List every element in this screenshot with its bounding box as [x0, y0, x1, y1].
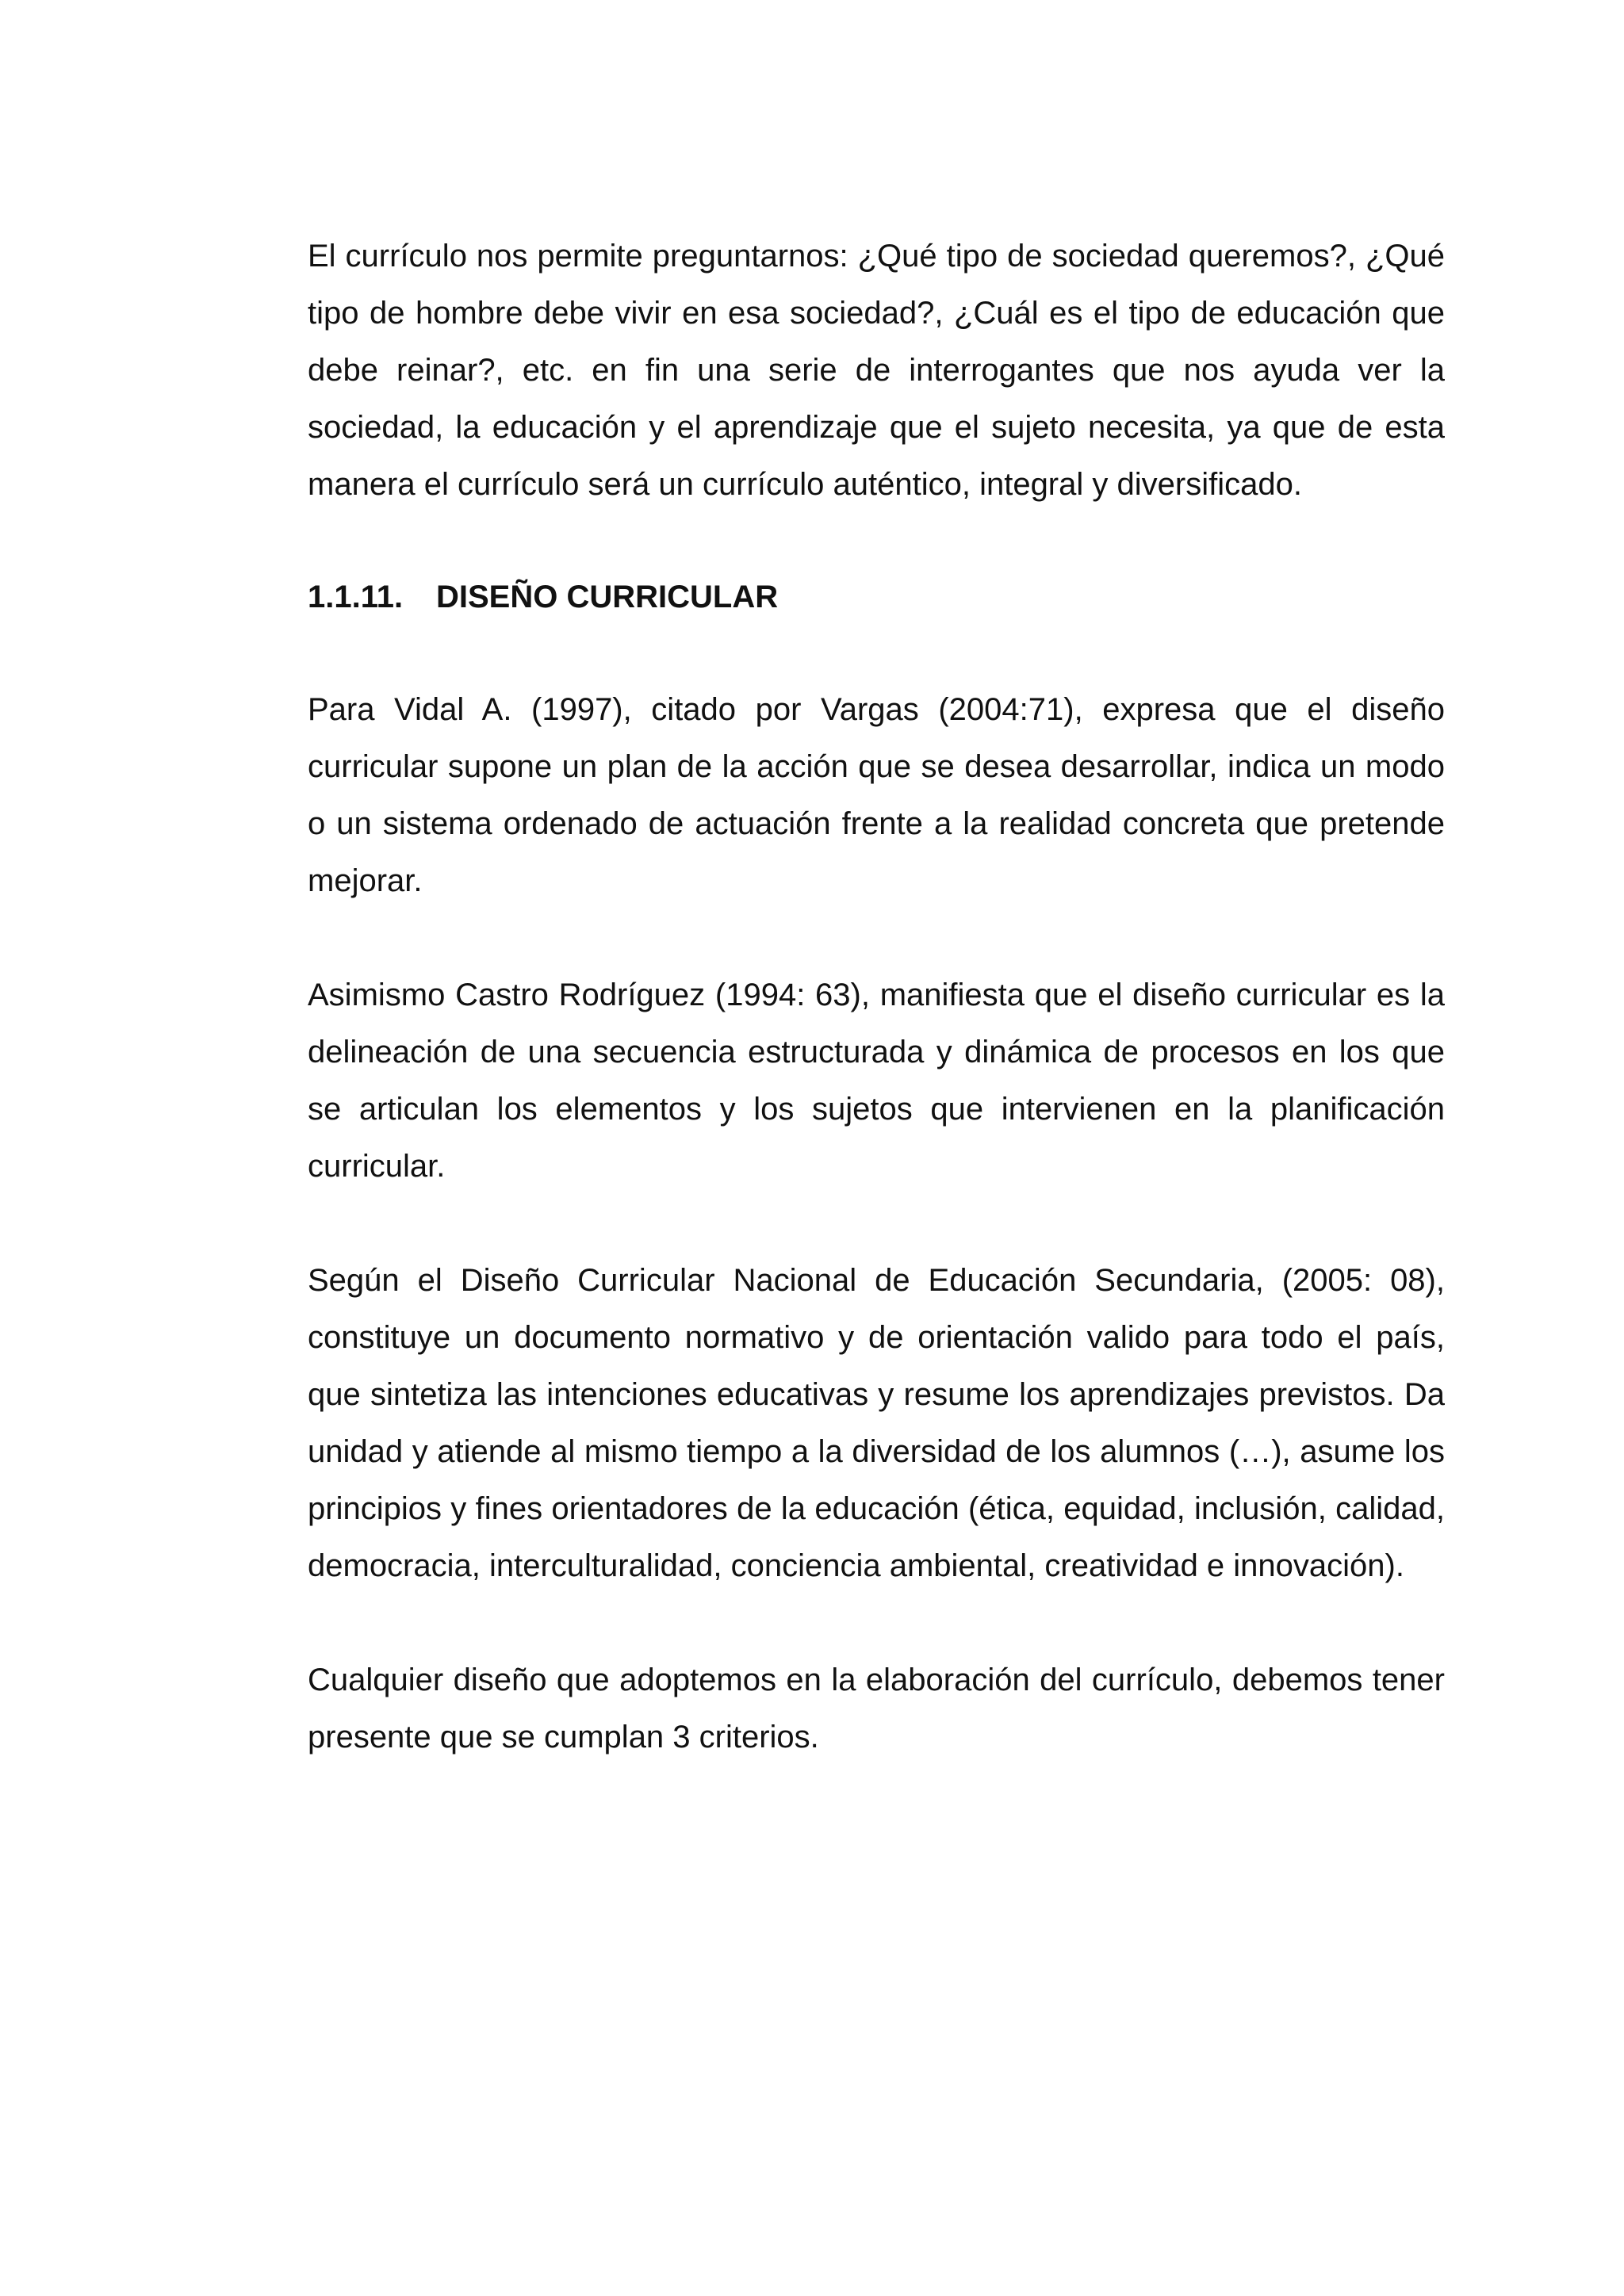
section-title: DISEÑO CURRICULAR [436, 580, 779, 614]
paragraph-vidal: Para Vidal A. (1997), citado por Vargas (2004:71), expresa que el diseño curricular supone un plan de la acción que se desea desarrollar, indica un modo o un sistema ordenado de actuación frente a la realidad concreta que pretende mejorar. [308, 692, 1445, 898]
paragraph-curriculo-preguntas: El currículo nos permite preguntarnos: ¿Qué tipo de sociedad queremos?, ¿Qué tipo de hombre debe vivir en esa sociedad?, ¿Cuál es el tipo de educación que debe reinar?, etc. en fin una serie de interrogantes que nos ayuda ver la sociedad, la educación y el aprendizaje que el sujeto necesita, ya que de esta manera el currículo será un currículo auténtico, integral y diversificado. [308, 239, 1445, 502]
paragraph-dcn: Según el Diseño Curricular Nacional de Educación Secundaria, (2005: 08), constituye un documento normativo y de orientación valido para todo el país, que sintetiza las intenciones educativas y resume los aprendizajes previstos. Da unidad y atiende al mismo tiempo a la diversidad de los alumnos (…), asume los principios y fines orientadores de la educación (ética, equidad, inclusión, calidad, democracia, interculturalidad, conciencia ambiental, creatividad e innovación). [308, 1263, 1445, 1583]
section-heading [308, 568, 1445, 626]
section-number: 1.1.11. [308, 580, 404, 614]
paragraph-criterios: Cualquier diseño que adoptemos en la elaboración del currículo, debemos tener presente que se cumplan 3 criterios. [308, 1663, 1445, 1755]
document-page [308, 228, 1445, 1766]
paragraph-castro: Asimismo Castro Rodríguez (1994: 63), manifiesta que el diseño curricular es la delineación de una secuencia estructurada y dinámica de procesos en los que se articulan los elementos y los sujetos que intervienen en la planificación curricular. [308, 978, 1445, 1184]
